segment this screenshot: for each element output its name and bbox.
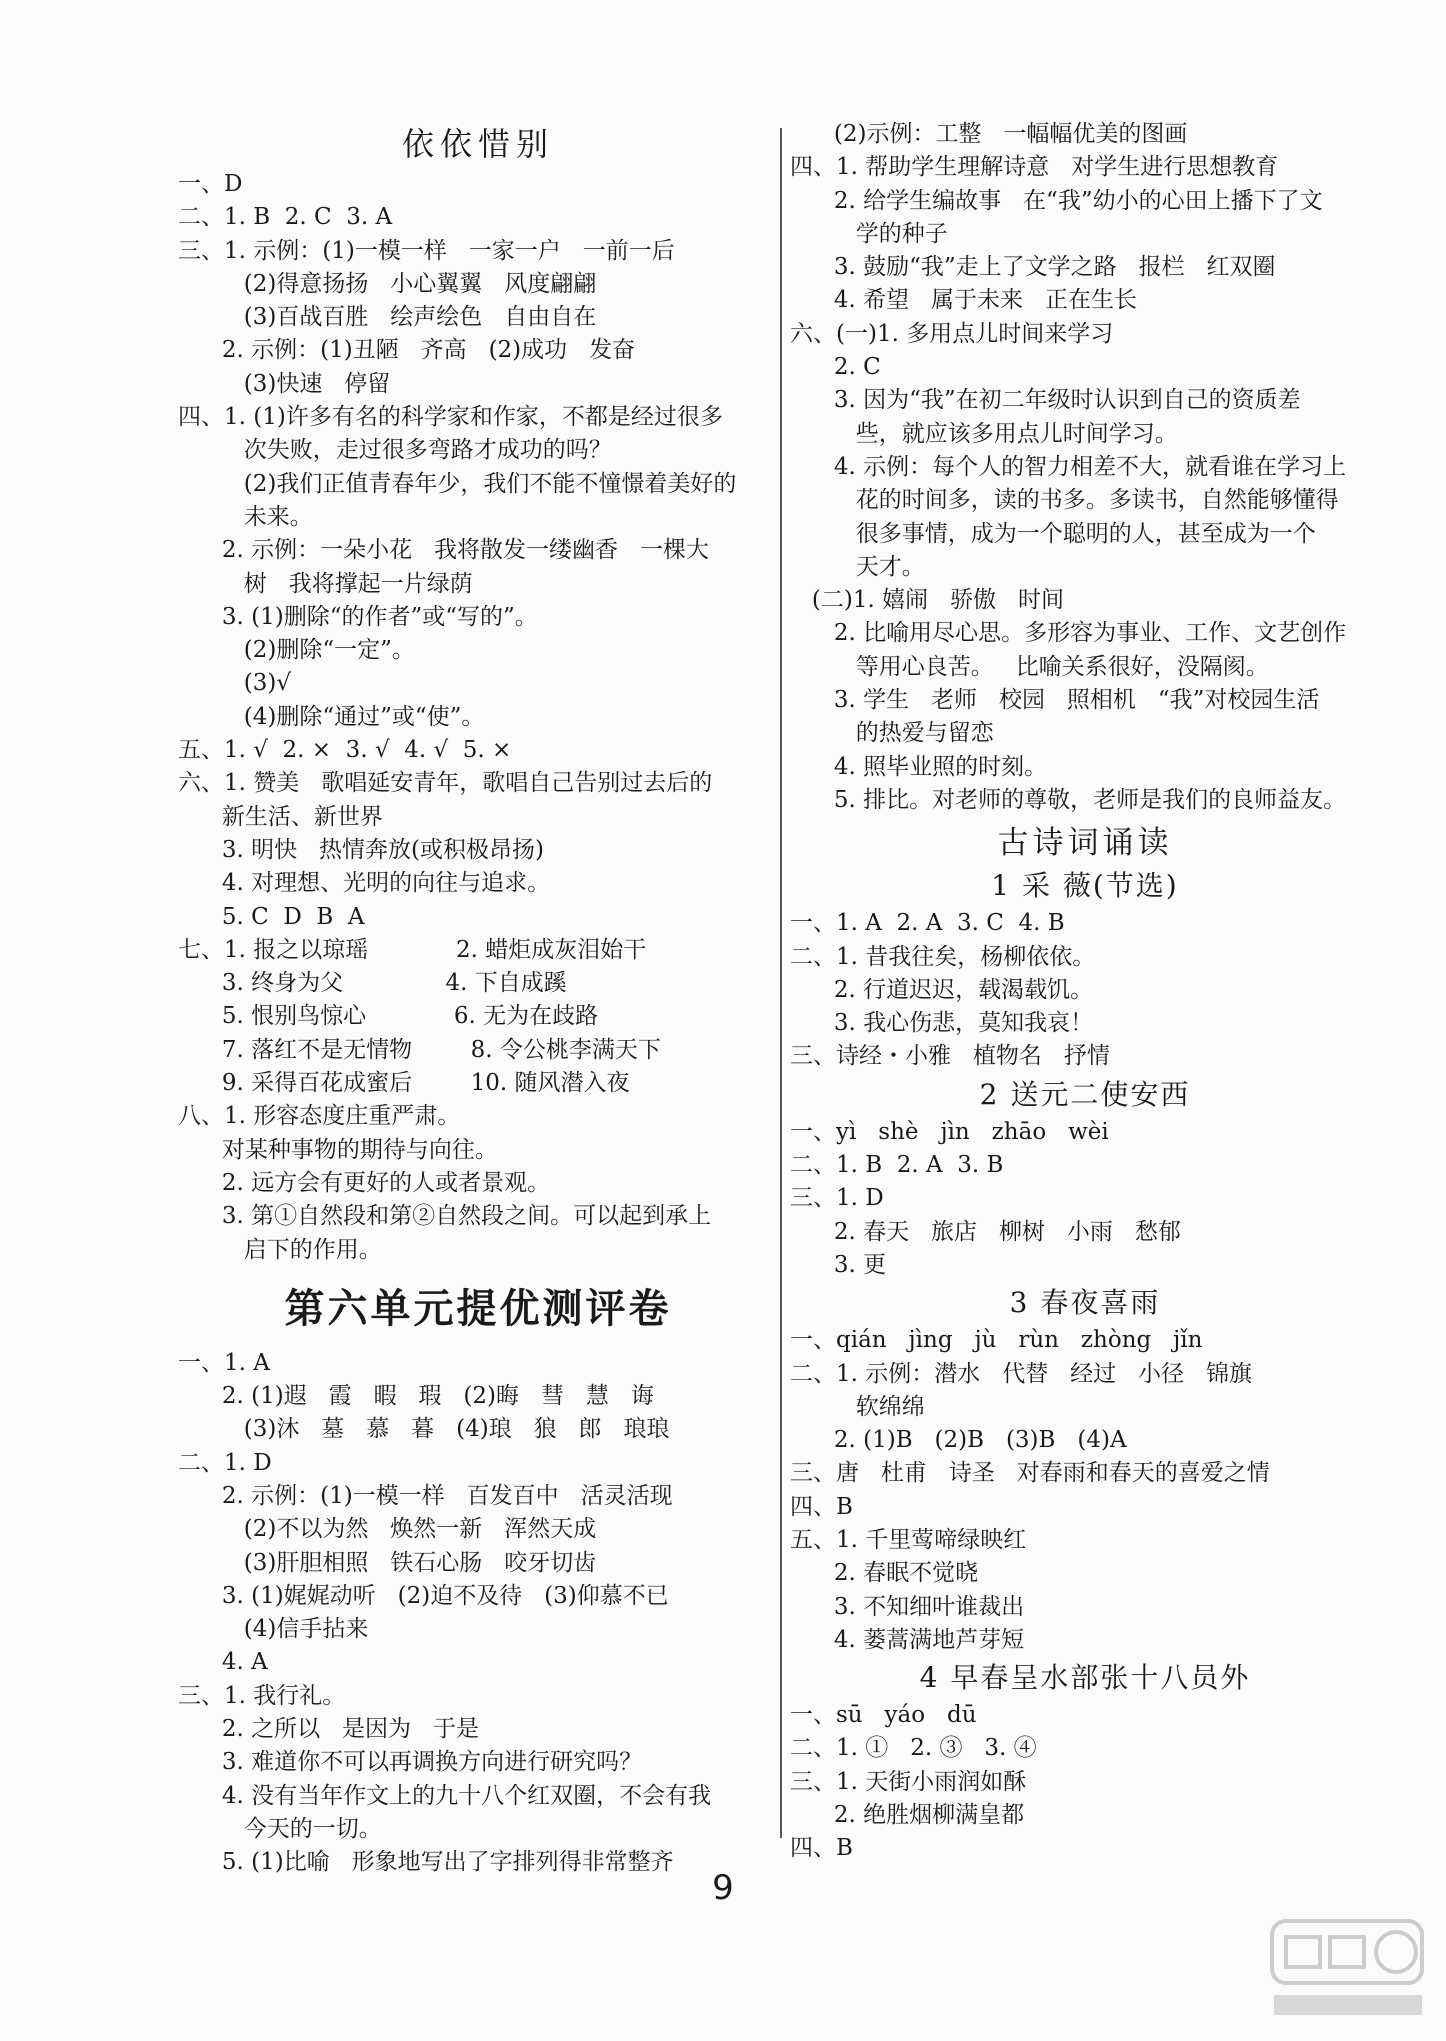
answer-line: 2. 绝胜烟柳满皇都 (790, 1802, 1025, 1829)
answer-line: 四、B (790, 1835, 853, 1862)
answer-line: 4. A (178, 1649, 268, 1676)
answer-line: 一、yì shè jìn zhāo wèi (790, 1118, 1109, 1145)
answer-line: 五、1. 千里莺啼绿映红 (790, 1526, 1027, 1553)
answer-line: (二)1. 嬉闹 骄傲 时间 (790, 587, 1065, 614)
poem-4-answers (790, 1699, 1380, 1865)
answer-line: 三、诗经・小雅 植物名 抒情 (790, 1043, 1110, 1070)
poem-1-answers (790, 907, 1380, 1073)
answer-line: (3)肝胆相照 铁石心肠 咬牙切齿 (178, 1549, 597, 1576)
column-divider (780, 128, 782, 1838)
poem-title-3: 3 春夜喜雨 (1009, 1286, 1161, 1320)
answer-line: 5. (1)比喻 形象地写出了字排列得非常整齐 (178, 1849, 674, 1876)
answer-line: 4. 示例：每个人的智力相差不大，就看谁在学习上 (790, 453, 1347, 480)
answer-line: 花的时间多，读的书多。多读书，自然能够懂得 (790, 487, 1339, 514)
answer-line: 3. 终身为父 4. 下自成蹊 (178, 970, 567, 997)
answer-line: 2. 行道迟迟，载渴载饥。 (790, 976, 1094, 1003)
answer-line: 一、sū yáo dū (790, 1702, 977, 1729)
answer-line: 2. 之所以 是因为 于是 (178, 1716, 479, 1743)
answer-line: 4. 没有当年作文上的九十八个红双圈，不会有我 (178, 1782, 712, 1809)
answer-line: 2. (1)B (2)B (3)B (4)A (790, 1427, 1127, 1454)
answers-block-a (178, 168, 778, 1267)
poem-title-4: 4 早春呈水部张十八员外 (919, 1661, 1251, 1695)
answer-line: 4. 蒌蒿满地芦芽短 (790, 1626, 1025, 1653)
answer-line: 4. 希望 属于未来 正在生长 (790, 287, 1137, 314)
answer-line: 3. 更 (790, 1251, 887, 1278)
answer-line: 4. 对理想、光明的向往与追求。 (178, 870, 551, 897)
answer-line: 3. 第①自然段和第②自然段之间。可以起到承上 (178, 1203, 712, 1230)
answer-line: 9. 采得百花成蜜后 10. 随风潜入夜 (178, 1070, 630, 1097)
answer-line: 三、1. D (790, 1185, 884, 1212)
answer-line: 3. 明快 热情奔放(或积极昂扬) (178, 836, 545, 863)
answer-line: 7. 落红不是无情物 8. 令公桃李满天下 (178, 1036, 661, 1063)
answer-line: 5. C D B A (178, 903, 365, 930)
answer-line: 5. 排比。对老师的尊敬，老师是我们的良师益友。 (790, 786, 1347, 813)
poem-title-1: 1 采 薇(节选) (991, 869, 1179, 903)
answer-line: 3. 难道你不可以再调换方向进行研究吗？ (178, 1749, 643, 1776)
answer-line: (3)√ (178, 670, 292, 697)
answer-line: 2. 春眠不觉晓 (790, 1560, 979, 1587)
answer-line: (3)百战百胜 绘声绘色 自由自在 (178, 304, 597, 331)
answer-line: 一、1. A (178, 1349, 270, 1376)
answer-line: (3)沐 墓 慕 暮 (4)琅 狼 郎 琅琅 (178, 1416, 670, 1443)
poem-3-answers (790, 1324, 1380, 1657)
answer-line: 天才。 (790, 553, 925, 580)
answer-line: 2. 示例：(1)丑陋 齐高 (2)成功 发奋 (178, 337, 636, 364)
answer-line: 一、qián jìng jù rùn zhòng jǐn (790, 1327, 1203, 1354)
answer-line: 三、1. 示例：(1)一模一样 一家一户 一前一后 (178, 237, 675, 264)
answer-line: (4)删除“通过”或“使”。 (178, 703, 485, 730)
answer-line: 3. 鼓励“我”走上了文学之路 报栏 红双圈 (790, 254, 1276, 281)
section-title-yiyixibie: 依依惜别 (401, 125, 554, 163)
answer-line: 六、1. 赞美 歌唱延安青年，歌唱自己告别过去后的 (178, 770, 713, 797)
poem-title-2: 2 送元二使安西 (979, 1077, 1191, 1111)
answer-line: 六、(一)1. 多用点儿时间来学习 (790, 320, 1114, 347)
answer-line: (4)信手拈来 (178, 1616, 369, 1643)
answer-line: 四、1. 帮助学生理解诗意 对学生进行思想教育 (790, 154, 1279, 181)
answer-line: 启下的作用。 (178, 1236, 382, 1263)
answer-line: 五、1. √ 2. × 3. √ 4. √ 5. × (178, 737, 512, 764)
answer-line: 4. 照毕业照的时刻。 (790, 753, 1048, 780)
answer-line: (2)删除“一定”。 (178, 637, 415, 664)
answer-line: 树 我将撑起一片绿荫 (178, 570, 473, 597)
answer-line: 二、1. ① 2. ③ 3. ④ (790, 1735, 1037, 1762)
left-column (178, 118, 778, 1880)
section-title-ancient-poems: 古诗词诵读 (997, 825, 1173, 862)
answer-line: 二、1. 昔我往矣，杨柳依依。 (790, 943, 1096, 970)
answer-line: 2. (1)遐 霞 暇 瑕 (2)晦 彗 慧 诲 (178, 1383, 654, 1410)
answer-line: 软绵绵 (790, 1393, 925, 1420)
answer-line: 三、1. 我行礼。 (178, 1682, 346, 1709)
answer-line: 2. C (790, 354, 881, 381)
answer-line: 3. 学生 老师 校园 照相机 “我”对校园生活 (790, 687, 1320, 714)
answer-line: 3. (1)娓娓动听 (2)迫不及待 (3)仰慕不已 (178, 1582, 669, 1609)
answer-line: 四、1. (1)许多有名的科学家和作家，不都是经过很多 (178, 404, 723, 431)
answer-line: (2)我们正值青春年少，我们不能不憧憬着美好的 (178, 470, 737, 497)
answer-line: 二、1. 示例：潜水 代替 经过 小径 锦旗 (790, 1360, 1252, 1387)
answer-line: 3. (1)删除“的作者”或“写的”。 (178, 603, 538, 630)
answer-line: 一、D (178, 171, 243, 197)
section-title-unit6: 第六单元提优测评卷 (284, 1285, 672, 1332)
answer-line: 2. 给学生编故事 在“我”幼小的心田上播下了文 (790, 187, 1323, 214)
answer-line: 2. 春天 旅店 柳树 小雨 愁郁 (790, 1218, 1181, 1245)
answers-block-b (178, 1347, 778, 1880)
answer-line: 一、1. A 2. A 3. C 4. B (790, 910, 1065, 937)
answer-line: 三、1. 天街小雨润如酥 (790, 1768, 1027, 1795)
right-column (790, 118, 1380, 1866)
answer-line: 3. 我心伤悲，莫知我哀！ (790, 1010, 1094, 1037)
answer-line: 3. 不知细叶谁裁出 (790, 1593, 1025, 1620)
answer-line: 八、1. 形容态度庄重严肃。 (178, 1103, 461, 1130)
answer-line: 等用心良苦。 比喻关系很好，没隔阂。 (790, 653, 1269, 680)
answer-line: 2. 比喻用尽心思。多形容为事业、工作、文艺创作 (790, 620, 1347, 647)
answer-line: 二、1. D (178, 1449, 272, 1476)
answer-line: 二、1. B 2. A 3. B (790, 1152, 1004, 1179)
answer-line: 二、1. B 2. C 3. A (178, 204, 393, 231)
watermark-logo-icon (1268, 1913, 1428, 2023)
answer-line: 5. 恨别鸟惊心 6. 无为在歧路 (178, 1003, 599, 1030)
answer-line: 2. 示例：(1)一模一样 百发百中 活灵活现 (178, 1482, 673, 1509)
answer-line: (3)快速 停留 (178, 370, 391, 397)
answer-line: 些，就应该多用点儿时间学习。 (790, 420, 1178, 447)
answers-block-c (790, 118, 1380, 817)
answer-line: 很多事情，成为一个聪明的人，甚至成为一个 (790, 520, 1316, 547)
answer-line: 3. 因为“我”在初二年级时认识到自己的资质差 (790, 387, 1301, 414)
answer-line: (2)示例：工整 一幅幅优美的图画 (790, 121, 1188, 147)
answer-line: 未来。 (178, 503, 313, 530)
answer-line: (2)不以为然 焕然一新 浑然天成 (178, 1516, 597, 1543)
answer-line: 对某种事物的期待与向往。 (178, 1136, 498, 1163)
answer-line: 次失败，走过很多弯路才成功的吗？ (178, 437, 612, 464)
poem-2-answers (790, 1116, 1380, 1282)
answer-line: (2)得意扬扬 小心翼翼 风度翩翩 (178, 270, 597, 297)
answer-line: 学的种子 (790, 220, 948, 247)
page-number: 9 (712, 1868, 734, 1908)
answer-line: 三、唐 杜甫 诗圣 对春雨和春天的喜爱之情 (790, 1460, 1270, 1487)
answer-line: 新生活、新世界 (178, 803, 383, 830)
answer-line: 四、B (790, 1493, 853, 1520)
answer-line: 七、1. 报之以琼瑶 2. 蜡炬成灰泪始干 (178, 936, 647, 963)
answer-line: 今天的一切。 (178, 1815, 382, 1842)
answer-line: 2. 远方会有更好的人或者景观。 (178, 1169, 551, 1196)
answer-line: 的热爱与留恋 (790, 720, 994, 747)
answer-line: 2. 示例：一朵小花 我将散发一缕幽香 一棵大 (178, 537, 709, 564)
